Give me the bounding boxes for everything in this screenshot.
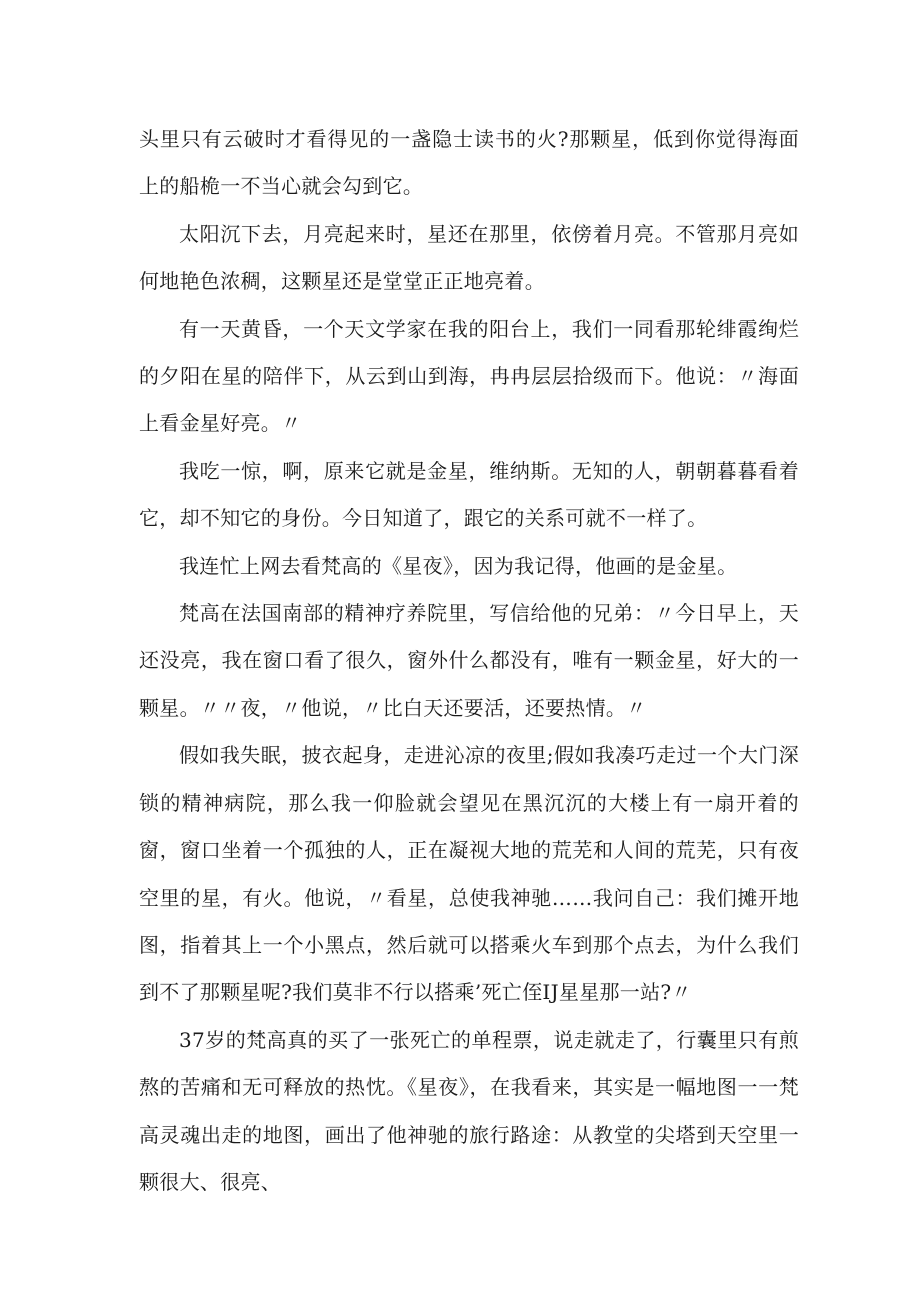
paragraph-4: 我吃一惊，啊，原来它就是金星，维纳斯。无知的人，朝朝暮暮看着它，却不知它的身份。今日知道了，跟它的关系可就不一样了。 [139,458,799,531]
paragraph-2: 太阳沉下去，月亮起来时，星还在那里，依傍着月亮。不管那月亮如何地艳色浓稠，这颗星还是堂堂正正地亮着。 [139,221,799,294]
paragraph-3: 有一天黄昏，一个天文学家在我的阳台上，我们一同看那轮绯霞绚烂的夕阳在星的陪伴下，从云到山到海，冉冉层层拾级而下。他说：〃海面上看金星好亮。〃 [139,316,799,436]
paragraph-1: 头里只有云破时才看得见的一盏隐士读书的火?那颗星，低到你觉得海面上的船桅一不当心就会勾到它。 [139,127,799,199]
paragraph-5: 我连忙上网去看梵高的《星夜》，因为我记得，他画的是金星。 [179,553,738,578]
paragraph-6: 梵高在法国南部的精神疗养院里，写信给他的兄弟：〃今日早上，天还没亮，我在窗口看了很久，窗外什么都没有，唯有一颗金星，好大的一颗星。〃〃夜，〃他说，〃比白天还要活，还要热情。〃 [139,601,799,720]
paragraph-8: 37岁的梵高真的买了一张死亡的单程票，说走就走了，行囊里只有煎熬的苦痛和无可释放的热忱。《星夜》，在我看来，其实是一幅地图一一梵高灵魂出走的地图，画出了他神驰的旅行路途：从教堂的尖塔到天空里一颗很大、很亮、 [139,1027,799,1194]
document-body [139,116,799,1206]
paragraph-7: 假如我失眠，披衣起身，走进沁凉的夜里;假如我凑巧走过一个大门深锁的精神病院，那么我一仰脸就会望见在黑沉沉的大楼上有一扇开着的窗，窗口坐着一个孤独的人，正在凝视大地的荒芜和人间的荒芜，只有夜空里的星，有火。他说，〃看星，总使我神驰……我问自己：我们摊开地图，指着其上一个小黑点，然后就可以搭乘火车到那个点去，为什么我们到不了那颗星呢?我们莫非不行以搭乘’死亡侄IJ星星那一站?〃 [139,743,799,1005]
